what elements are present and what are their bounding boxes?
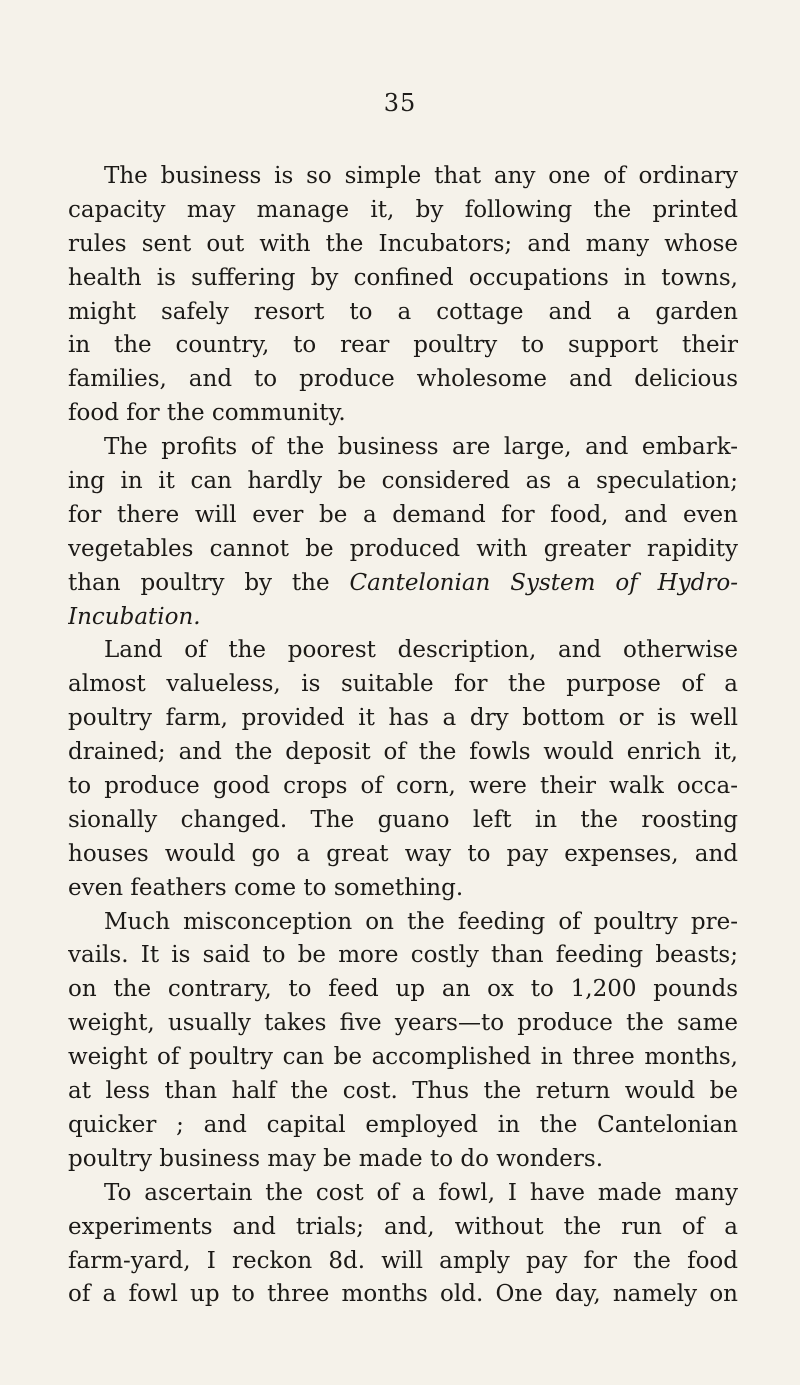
text-line-content: ing in it can hardly be considered as a speculation; [68,468,738,495]
text-line [68,939,738,973]
body-text [68,160,738,1312]
text-line-content: poultry business may be made to do wonders. [68,1145,604,1172]
text-line [68,1041,738,1075]
text-line [68,194,738,228]
text-line-content: might safely resort to a cottage and a garden [68,298,738,325]
text-line [68,1211,738,1245]
text-line [68,329,738,363]
text-line-content: The business is so simple that any one of ordinary [104,163,738,189]
text-line-content: quicker ; and capital employed in the Cantelonian [68,1111,738,1138]
text-line [68,160,738,194]
text-line [68,262,738,296]
text-line-content: poultry farm, provided it has a dry bottom or is well [68,705,738,732]
text-line [68,973,738,1007]
text-line-content: farm-yard, I reckon 8d. will amply pay for the food [68,1247,738,1274]
text-line-content: in the country, to rear poultry to support their [68,332,738,359]
text-line [68,804,738,838]
text-line-content: The profits of the business are large, and embark- [104,434,738,461]
text-line-content: to produce good crops of corn, were their walk occa- [68,773,738,800]
text-line [68,228,738,262]
text-line-content: rules sent out with the Incubators; and many whose [68,230,738,257]
page-number: 35 [383,89,417,117]
text-line-content: even feathers come to something. [68,874,464,901]
text-line-content: almost valueless, is suitable for the purpose of a [68,671,738,698]
text-line [68,567,738,601]
text-line-content: Much misconception on the feeding of poultry pre- [104,908,738,935]
text-line [68,770,738,804]
italic-text: Incubation. [68,603,201,630]
text-line-content: houses would go a great way to pay expenses, and [68,840,738,867]
text-line [68,1109,738,1143]
text-line-content: food for the community. [68,400,346,427]
text-line-content: sionally changed. The guano left in the roosting [68,806,738,833]
text-line [68,1007,738,1041]
text-line [68,872,738,906]
text-line-content: families, and to produce wholesome and delicious [68,366,738,393]
text-line [68,1278,738,1312]
text-line [68,736,738,770]
text-line [68,668,738,702]
text-line-content: drained; and the deposit of the fowls would enrich it, [68,739,738,766]
text-line [68,1245,738,1279]
text-line [68,702,738,736]
text-line [68,1177,738,1211]
text-line-content: vegetables cannot be produced with greater rapidity [68,535,738,562]
text-line [68,533,738,567]
text-line-content: experiments and trials; and, without the run of a [68,1213,738,1240]
text-line-content: for there will ever be a demand for food, and even [68,501,738,528]
text-line [68,1143,738,1177]
text-line-content: Land of the poorest description, and otherwise [104,637,738,664]
text-line-content: To ascertain the cost of a fowl, I have made many [104,1179,738,1206]
text-line [68,465,738,499]
text-line [68,397,738,431]
text-line [68,499,738,533]
text-line-content: on the contrary, to feed up an ox to 1,200 pounds [68,976,738,1003]
text-line [68,431,738,465]
italic-text: Cantelonian System of Hydro- [349,569,738,596]
text-line [68,906,738,940]
text-line-content: weight of poultry can be accomplished in three months, [68,1044,738,1071]
text-line [68,634,738,668]
text-line-content: health is suffering by confined occupations in towns, [68,264,738,291]
text-line-content: weight, usually takes five years—to produce the same [68,1010,738,1037]
text-line [68,601,738,635]
text-line-content: than poultry by the [68,569,350,596]
text-line-content: of a fowl up to three months old. One day, namely on [68,1281,738,1308]
text-line-content: capacity may manage it, by following the printed [68,196,738,223]
text-line-content: at less than half the cost. Thus the return would be [68,1078,738,1105]
text-line [68,838,738,872]
text-line-content: vails. It is said to be more costly than feeding beasts; [68,942,738,969]
text-line [68,363,738,397]
text-line [68,1075,738,1109]
text-line [68,296,738,330]
